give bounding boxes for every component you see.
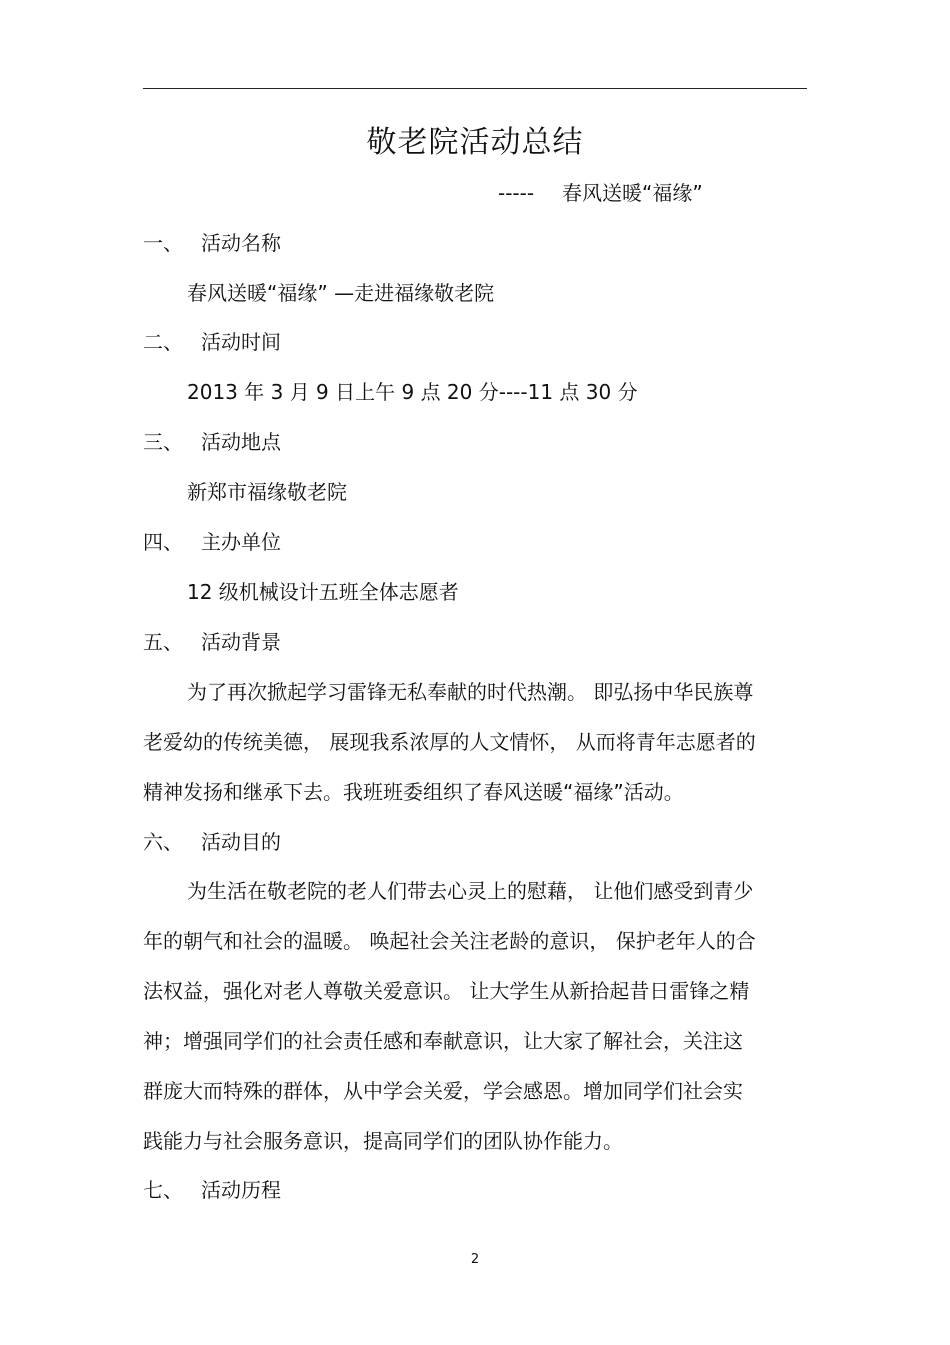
document-subtitle — [498, 179, 703, 207]
subtitle-text: 春风送暖“福缘” — [562, 181, 703, 205]
section-title: 活动地点 — [201, 430, 281, 454]
section-title: 活动历程 — [201, 1178, 281, 1202]
section-title: 活动时间 — [201, 330, 281, 354]
section-5-line-1: 为了再次掀起学习雷锋无私奉献的时代热潮。 即弘扬中华民族尊 — [187, 680, 754, 704]
section-number: 五、 — [143, 630, 183, 654]
section-6-line-3: 法权益，强化对老人尊敬关爱意识。 让大学生从新拾起昔日雷锋之精 — [143, 979, 750, 1003]
section-4-line-1: 12 级机械设计五班全体志愿者 — [187, 580, 459, 604]
section-title: 主办单位 — [201, 530, 281, 554]
section-title: 活动背景 — [201, 630, 281, 654]
section-number: 四、 — [143, 530, 183, 554]
section-heading-5 — [143, 628, 281, 656]
section-number: 六、 — [143, 830, 183, 854]
section-heading-1 — [143, 229, 281, 257]
subtitle-dashes: ----- — [498, 181, 535, 205]
section-number: 二、 — [143, 330, 183, 354]
section-heading-7 — [143, 1176, 281, 1204]
document-title: 敬老院活动总结 — [366, 125, 584, 160]
section-6-line-5: 群庞大而特殊的群体，从中学会关爱，学会感恩。增加同学们社会实 — [143, 1079, 743, 1103]
section-number: 三、 — [143, 430, 183, 454]
section-6-line-6: 践能力与社会服务意识，提高同学们的团队协作能力。 — [143, 1129, 623, 1153]
section-title: 活动名称 — [201, 231, 281, 255]
section-5-line-2: 老爱幼的传统美德， 展现我系浓厚的人文情怀， 从而将青年志愿者的 — [143, 730, 756, 754]
section-heading-6 — [143, 828, 281, 856]
section-title: 活动目的 — [201, 830, 281, 854]
section-6-line-1: 为生活在敬老院的老人们带去心灵上的慰藉， 让他们感受到青少 — [187, 879, 754, 903]
section-5-line-3: 精神发扬和继承下去。我班班委组织了春风送暖“福缘”活动。 — [143, 780, 684, 804]
section-number: 七、 — [143, 1178, 183, 1202]
section-heading-3 — [143, 428, 281, 456]
top-rule — [143, 88, 807, 89]
section-heading-4 — [143, 528, 281, 556]
section-3-line-1: 新郑市福缘敬老院 — [187, 480, 347, 504]
section-number: 一、 — [143, 231, 183, 255]
page-number: 2 — [470, 1252, 480, 1267]
section-heading-2 — [143, 328, 281, 356]
section-6-line-4: 神；增强同学们的社会责任感和奉献意识，让大家了解社会，关注这 — [143, 1029, 743, 1053]
section-1-line-1: 春风送暖“福缘” —走进福缘敬老院 — [187, 281, 495, 305]
section-2-line-1: 2013 年 3 月 9 日上午 9 点 20 分----11 点 30 分 — [187, 380, 638, 404]
section-6-line-2: 年的朝气和社会的温暖。 唤起社会关注老龄的意识， 保护老年人的合 — [143, 929, 756, 953]
